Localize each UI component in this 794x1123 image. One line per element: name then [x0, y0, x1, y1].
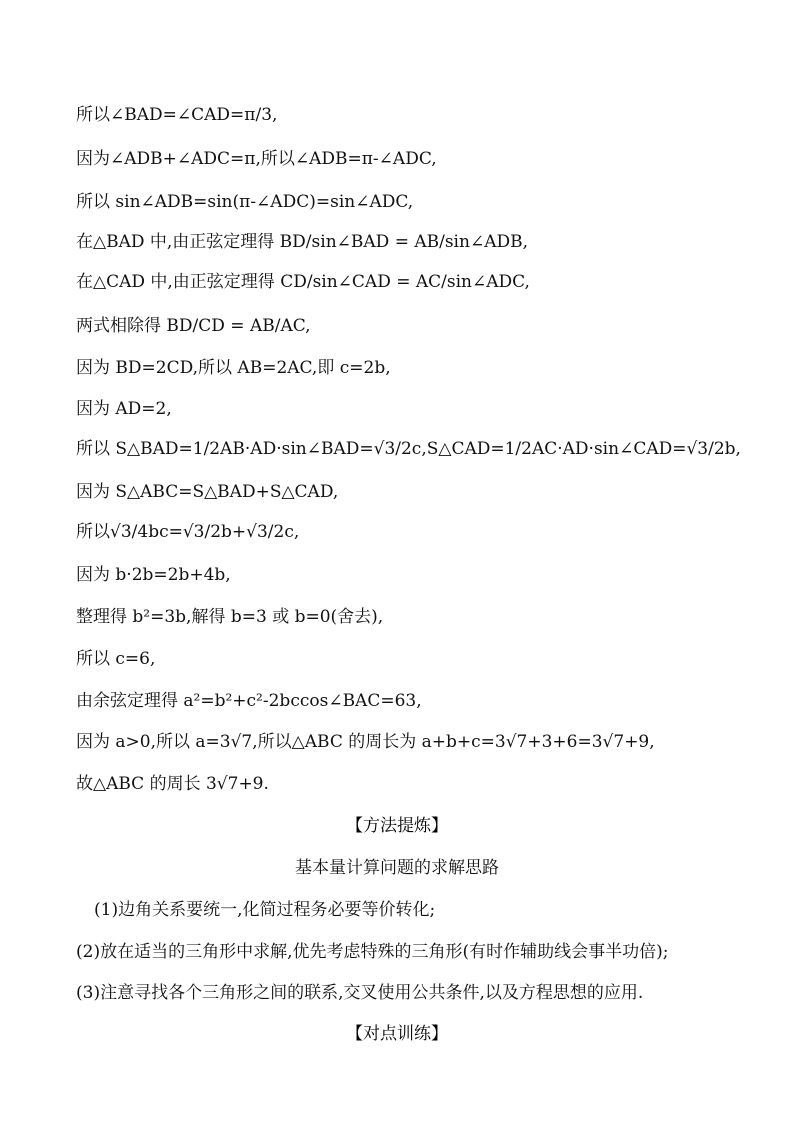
method-subtitle: 基本量计算问题的求解思路: [295, 858, 499, 878]
method-point-3: (3)注意寻找各个三角形之间的联系,交叉使用公共条件,以及方程思想的应用.: [76, 983, 644, 1003]
solution-line-16: 因为 a>0,所以 a=3√7,所以△ABC 的周长为 a+b+c=3√7+3+6=3√7+9,: [76, 732, 655, 752]
solution-line-1: 所以∠BAD=∠CAD=π/3,: [76, 105, 278, 125]
solution-line-4: 在△BAD 中,由正弦定理得 BD/sin∠BAD = AB/sin∠ADB,: [76, 232, 528, 252]
solution-line-12: 因为 b·2b=2b+4b,: [76, 565, 231, 585]
solution-line-6: 两式相除得 BD/CD = AB/AC,: [76, 316, 311, 336]
method-point-1: (1)边角关系要统一,化简过程务必要等价转化;: [94, 900, 436, 920]
solution-line-15: 由余弦定理得 a²=b²+c²-2bccos∠BAC=63,: [76, 691, 422, 711]
solution-line-10: 因为 S△ABC=S△BAD+S△CAD,: [76, 482, 339, 502]
training-heading: 【对点训练】: [346, 1024, 448, 1044]
solution-line-5: 在△CAD 中,由正弦定理得 CD/sin∠CAD = AC/sin∠ADC,: [76, 272, 530, 292]
solution-line-14: 所以 c=6,: [76, 649, 156, 669]
solution-line-2: 因为∠ADB+∠ADC=π,所以∠ADB=π-∠ADC,: [76, 149, 437, 169]
method-heading: 【方法提炼】: [346, 816, 448, 836]
solution-line-8: 因为 AD=2,: [76, 399, 172, 419]
solution-line-7: 因为 BD=2CD,所以 AB=2AC,即 c=2b,: [76, 358, 391, 378]
method-point-2: (2)放在适当的三角形中求解,优先考虑特殊的三角形(有时作辅助线会事半功倍);: [76, 942, 669, 962]
solution-line-13: 整理得 b²=3b,解得 b=3 或 b=0(舍去),: [76, 607, 384, 627]
solution-line-11: 所以√3/4bc=√3/2b+√3/2c,: [76, 522, 300, 542]
solution-line-3: 所以 sin∠ADB=sin(π-∠ADC)=sin∠ADC,: [76, 192, 414, 212]
solution-line-9: 所以 S△BAD=1/2AB·AD·sin∠BAD=√3/2c,S△CAD=1/2AC·AD·sin∠CAD=√3/2b,: [76, 439, 741, 459]
solution-line-17: 故△ABC 的周长 3√7+9.: [76, 774, 269, 794]
